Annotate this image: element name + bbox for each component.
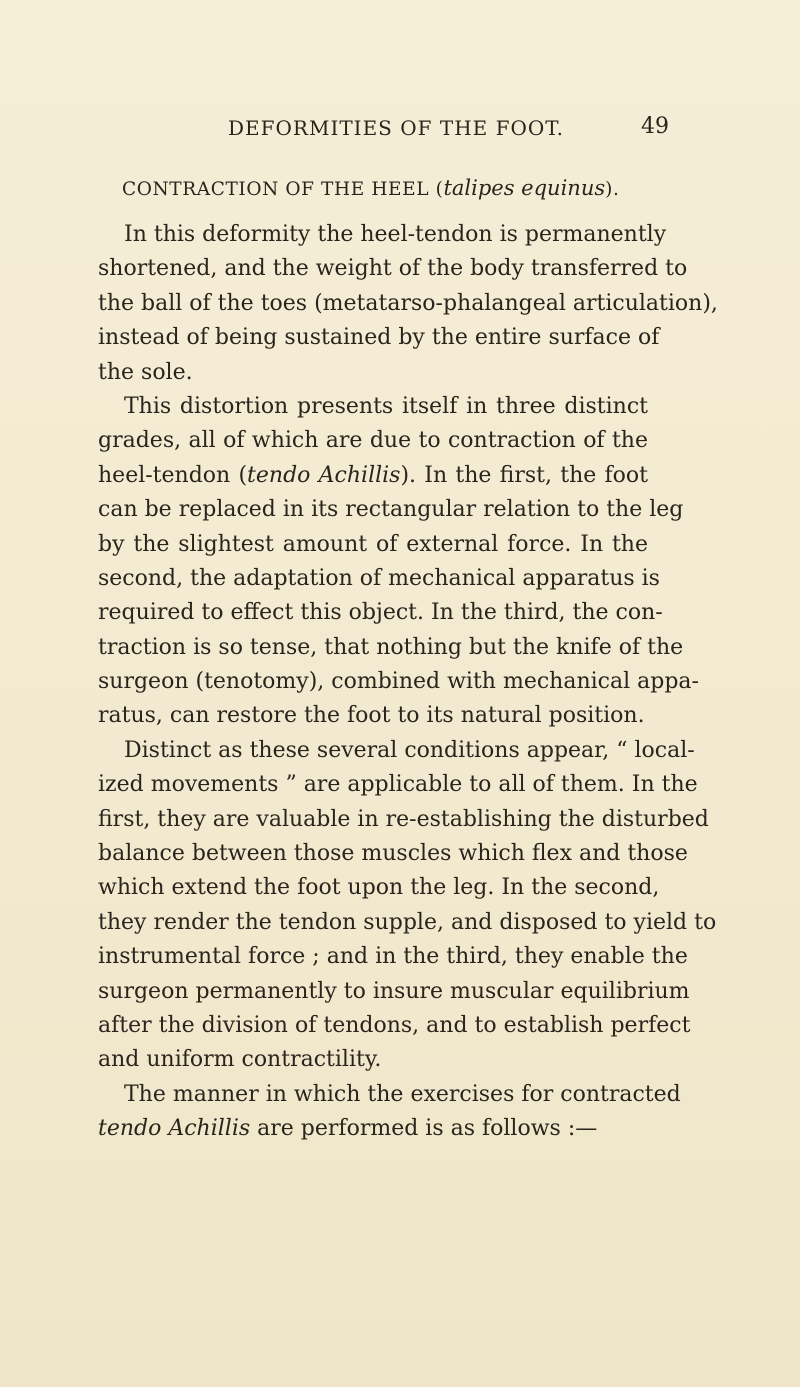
text-line: the ball of the toes (metatarso-phalangeal articulation), bbox=[98, 290, 718, 316]
text-line: grades, all of which are due to contraction of the bbox=[98, 428, 648, 454]
text-segment: heel-tendon ( bbox=[98, 462, 248, 488]
text-line: and uniform contractility. bbox=[98, 1047, 382, 1073]
section-heading-latin-term: talipes equinus bbox=[443, 176, 606, 200]
text-line: after the division of tendons, and to establish perfect bbox=[98, 1012, 691, 1038]
running-head: DEFORMITIES OF THE FOOT. bbox=[228, 116, 565, 140]
text-line: first, they are valuable in re-establishing the disturbed bbox=[98, 806, 709, 832]
text-line: required to effect this object. In the third, the con- bbox=[98, 600, 663, 626]
text-line bbox=[98, 1112, 648, 1146]
text-line bbox=[98, 459, 648, 493]
text-line: instead of being sustained by the entire surface of bbox=[98, 325, 660, 351]
text-line: they render the tendon supple, and disposed to yield to bbox=[98, 909, 717, 935]
page-number: 49 bbox=[641, 114, 669, 139]
text-line: the sole. bbox=[98, 359, 193, 385]
text-line: surgeon (tenotomy), combined with mechanical appa- bbox=[98, 669, 699, 695]
body-text bbox=[98, 218, 718, 1147]
section-heading: CONTRACTION OF THE HEEL (talipes equinus). bbox=[122, 176, 620, 200]
latin-term: tendo Achillis bbox=[247, 462, 401, 488]
page-header bbox=[0, 116, 800, 146]
text-line: The manner in which the exercises for contracted bbox=[124, 1081, 681, 1107]
text-line: traction is so tense, that nothing but the knife of the bbox=[98, 634, 684, 660]
text-line: can be replaced in its rectangular relation to the leg bbox=[98, 497, 684, 523]
text-segment: are performed is as follows :— bbox=[250, 1116, 598, 1142]
text-line: shortened, and the weight of the body transferred to bbox=[98, 256, 688, 282]
text-line: ratus, can restore the foot to its natural position. bbox=[98, 703, 645, 729]
section-heading-title: CONTRACTION OF THE HEEL bbox=[122, 179, 430, 200]
text-line: This distortion presents itself in three distinct bbox=[124, 393, 648, 419]
text-line: surgeon permanently to insure muscular equilibrium bbox=[98, 978, 690, 1004]
text-line: In this deformity the heel-tendon is permanently bbox=[124, 222, 667, 247]
text-line: second, the adaptation of mechanical apparatus is bbox=[98, 565, 660, 591]
text-segment: ). In the first, the foot bbox=[400, 462, 649, 488]
text-line: ized movements ” are applicable to all of them. In the bbox=[98, 772, 698, 798]
text-line: balance between those muscles which flex and those bbox=[98, 841, 688, 867]
latin-term: tendo Achillis bbox=[98, 1116, 251, 1142]
text-line: which extend the foot upon the leg. In the second, bbox=[98, 875, 660, 901]
text-line: Distinct as these several conditions appear, “ local- bbox=[124, 737, 695, 763]
text-line: instrumental force ; and in the third, they enable the bbox=[98, 944, 688, 970]
text-line: by the slightest amount of external force. In the bbox=[98, 531, 648, 557]
